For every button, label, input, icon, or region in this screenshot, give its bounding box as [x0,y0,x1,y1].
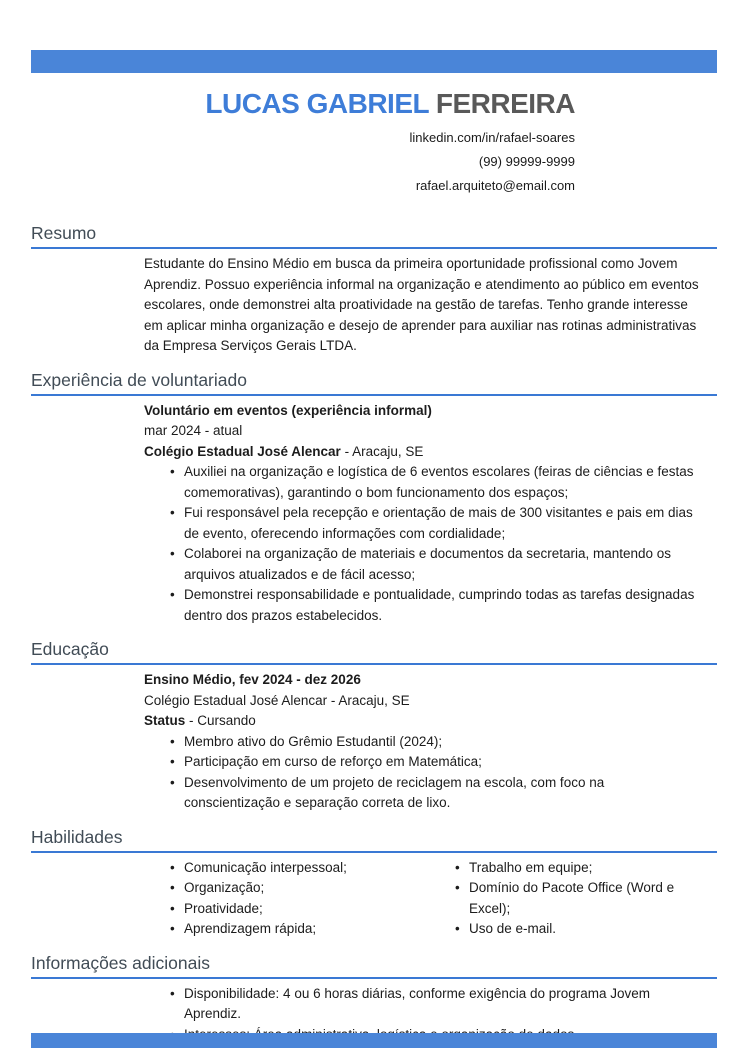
educacao-body [144,670,702,814]
top-accent-bar [31,50,717,73]
list-item: • Organização; [170,878,455,899]
first-name: LUCAS GABRIEL [205,88,429,119]
phone-text: (99) 99999-9999 [478,154,575,169]
educacao-bullets [144,732,702,814]
list-item: • Comunicação interpessoal; [170,858,455,879]
role-title: Voluntário em eventos (experiência informal) [144,402,432,418]
resume-header [0,0,750,198]
section-title-habilidades: Habilidades [31,826,717,853]
bottom-accent-bar [31,1033,717,1048]
section-title-resumo: Resumo [31,222,717,249]
list-item: • Disponibilidade: 4 ou 6 horas diárias, conforme exigência do programa Jovem Aprendiz. [170,984,702,1025]
list-item: • Proatividade; [170,899,455,920]
contact-list [0,126,575,198]
list-item: • Domínio do Pacote Office (Word e Excel); [455,878,702,919]
list-item: • Desenvolvimento de um projeto de reciclagem na escola, com foco na conscientização e separação correta de lixo. [170,773,702,814]
resumo-paragraph: Estudante do Ensino Médio em busca da primeira oportunidade profissional como Jovem Aprendiz. Possuo experiência informal na organização e atendimento ao público em eventos escolares, onde demonstrei alta proatividade na gestão de tarefas. Tenho grande interesse em aplicar minha organização e desejo de aprender para auxiliar nas rotinas administrativas da Empresa Serviços Gerais LTDA. [144,256,699,353]
list-item: • Trabalho em equipe; [455,858,702,879]
organization-location: - Aracaju, SE [340,443,424,459]
last-name: FERREIRA [435,88,575,119]
skills-column-right [455,858,702,940]
list-item: • Participação em curso de reforço em Matemática; [170,752,702,773]
school-line: Colégio Estadual José Alencar - Aracaju, SE [144,692,410,708]
list-item: • Auxiliei na organização e logística de 6 eventos escolares (feiras de ciências e festas comemorativas), garantindo o bom funcionamento dos espaços; [170,462,702,503]
email-text: rafael.arquiteto@email.com [415,178,575,193]
habilidades-body [144,858,702,940]
list-item: • Demonstrei responsabilidade e pontualidade, cumprindo todas as tarefas designadas dentro dos prazos estabelecidos. [170,585,702,626]
role-organization [144,442,702,463]
skills-columns [144,858,702,940]
list-item: • Uso de e-mail. [455,919,702,940]
voluntariado-body [144,401,702,627]
degree-line: Ensino Médio, fev 2024 - dez 2026 [144,672,361,687]
role-period: mar 2024 - atual [144,423,243,438]
status-line [144,711,702,732]
skills-column-left [144,858,455,940]
section-title-educacao: Educação [31,638,717,665]
linkedin-text: linkedin.com/in/rafael-soares [409,130,575,145]
organization-name: Colégio Estadual José Alencar [144,443,341,459]
status-value: - Cursando [185,713,256,728]
voluntariado-bullets [144,462,702,626]
list-item: • Fui responsável pela recepção e orientação de mais de 300 visitantes e pais em dias de evento, oferecendo informações com cordialidade; [170,503,702,544]
list-item: • Aprendizagem rápida; [170,919,455,940]
list-item: • Colaborei na organização de materiais e documentos da secretaria, mantendo os arquivos atualizados e de fácil acesso; [170,544,702,585]
full-name [0,87,575,121]
status-label: Status [144,713,186,728]
list-item: • Membro ativo do Grêmio Estudantil (2024); [170,732,702,753]
section-title-voluntariado: Experiência de voluntariado [31,369,717,396]
section-title-informacoes: Informações adicionais [31,952,717,979]
